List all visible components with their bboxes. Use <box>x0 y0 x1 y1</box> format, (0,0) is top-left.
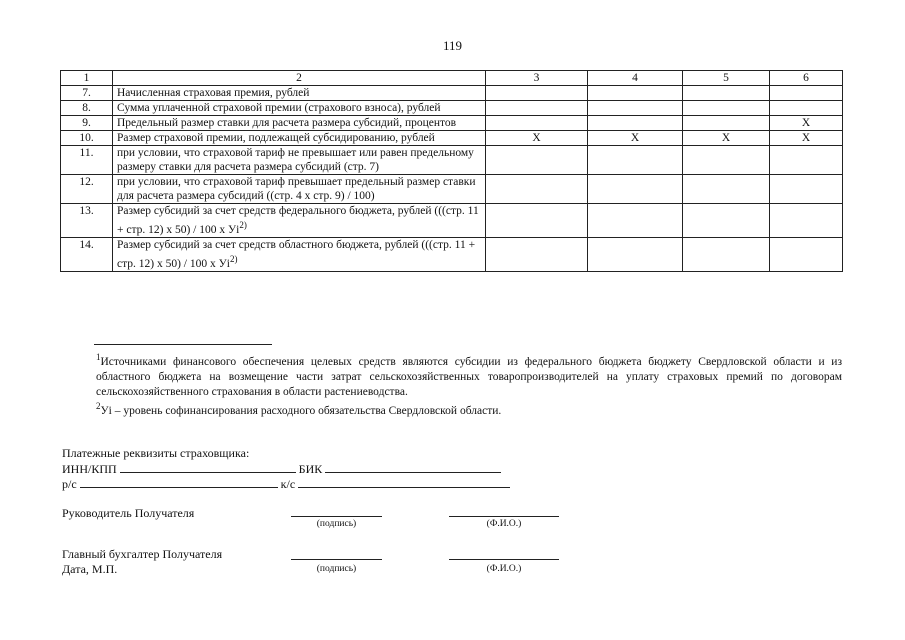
row-description <box>113 237 486 271</box>
date-label: Дата, М.П. <box>62 562 118 576</box>
fio-caption: (Ф.И.О.) <box>486 564 522 574</box>
value-cell[interactable]: X <box>588 131 683 146</box>
footnote-mark: 1 <box>96 352 101 362</box>
value-cell[interactable] <box>486 86 588 101</box>
row-number: 9. <box>61 116 113 131</box>
footnote-separator <box>94 344 272 345</box>
footnote-text: Источниками финансового обеспечения целевых средств являются субсидии из федерального бюджета бюджету Свердловской области и из областного бюджета на возмещение части затрат сельскохозяйственных товаропроизводителей на уплату страховых премий по договорам сельскохозяйственного страхования в области растениеводства. <box>96 355 842 398</box>
accountant-label: Главный бухгалтер Получателя <box>62 547 223 561</box>
value-cell[interactable] <box>588 237 683 271</box>
table-row <box>61 204 843 238</box>
fio-caption: (Ф.И.О.) <box>486 519 522 529</box>
footnote-mark: 2 <box>96 401 101 411</box>
row-number: 12. <box>61 175 113 204</box>
footnote-1 <box>62 350 842 400</box>
table-header-row <box>61 71 843 86</box>
row-description <box>113 116 486 131</box>
table-row <box>61 237 843 271</box>
column-header: 3 <box>486 71 588 86</box>
row-text: при условии, что страховой тариф превышает предельный размер ставки для расчета размера субсидий ((стр. 4 х стр. 9) / 100) <box>117 176 476 202</box>
column-header: 4 <box>588 71 683 86</box>
table-row <box>61 101 843 116</box>
table-row <box>61 116 843 131</box>
row-number: 14. <box>61 237 113 271</box>
value-cell[interactable] <box>588 101 683 116</box>
value-cell[interactable] <box>588 204 683 238</box>
requisites-title: Платежные реквизиты страховщика: <box>62 446 250 460</box>
rs-label: р/с <box>62 477 77 491</box>
row-description <box>113 204 486 238</box>
page-number: 119 <box>442 38 463 53</box>
value-cell[interactable]: X <box>770 131 843 146</box>
row-text: Предельный размер ставки для расчета размера субсидий, процентов <box>117 117 457 129</box>
value-cell[interactable] <box>683 101 770 116</box>
value-cell[interactable] <box>683 146 770 175</box>
inn-bik-line <box>62 461 501 477</box>
value-cell[interactable] <box>486 146 588 175</box>
table-row <box>61 86 843 101</box>
rs-ks-line <box>62 476 510 492</box>
row-footnote-ref: 2) <box>229 253 238 264</box>
row-text: Размер страховой премии, подлежащей субсидированию, рублей <box>117 132 435 144</box>
row-number: 13. <box>61 204 113 238</box>
value-cell[interactable] <box>486 175 588 204</box>
value-cell[interactable] <box>486 237 588 271</box>
row-number: 8. <box>61 101 113 116</box>
value-cell[interactable] <box>588 86 683 101</box>
value-cell[interactable]: X <box>486 131 588 146</box>
accountant-signature-line[interactable] <box>291 559 382 560</box>
column-header: 2 <box>113 71 486 86</box>
signature-caption: (подпись) <box>316 564 357 574</box>
value-cell[interactable] <box>588 175 683 204</box>
table-row <box>61 175 843 204</box>
table-row <box>61 146 843 175</box>
head-fio-line[interactable] <box>449 516 559 517</box>
subsidy-table <box>60 70 843 272</box>
value-cell[interactable] <box>683 86 770 101</box>
signature-caption: (подпись) <box>316 519 357 529</box>
value-cell[interactable] <box>588 116 683 131</box>
row-text: Начисленная страховая премия, рублей <box>117 87 310 99</box>
value-cell[interactable] <box>486 116 588 131</box>
column-header: 1 <box>61 71 113 86</box>
value-cell[interactable] <box>770 204 843 238</box>
row-number: 10. <box>61 131 113 146</box>
accountant-fio-line[interactable] <box>449 559 559 560</box>
value-cell[interactable]: X <box>770 116 843 131</box>
row-description <box>113 175 486 204</box>
value-cell[interactable] <box>588 146 683 175</box>
value-cell[interactable] <box>683 175 770 204</box>
value-cell[interactable] <box>486 101 588 116</box>
head-label: Руководитель Получателя <box>62 506 195 520</box>
row-text: при условии, что страховой тариф не превышает или равен предельному размеру ставки для расчета размера субсидий (стр. 7) <box>117 147 474 173</box>
ks-field[interactable] <box>298 476 510 488</box>
column-header: 5 <box>683 71 770 86</box>
row-text: Сумма уплаченной страховой премии (страхового взноса), рублей <box>117 102 441 114</box>
footnote-text: Уi – уровень софинансирования расходного обязательства Свердловской области. <box>100 404 502 417</box>
row-description <box>113 131 486 146</box>
ks-label: к/с <box>280 477 296 491</box>
value-cell[interactable]: X <box>683 131 770 146</box>
value-cell[interactable] <box>683 116 770 131</box>
table-row <box>61 131 843 146</box>
column-header: 6 <box>770 71 843 86</box>
head-signature-line[interactable] <box>291 516 382 517</box>
value-cell[interactable] <box>770 86 843 101</box>
value-cell[interactable] <box>683 237 770 271</box>
row-text: Размер субсидий за счет средств областного бюджета, рублей (((стр. 11 + стр. 12) х 50) / 100 х Уi <box>117 238 476 270</box>
value-cell[interactable] <box>770 101 843 116</box>
row-number: 11. <box>61 146 113 175</box>
row-description <box>113 86 486 101</box>
value-cell[interactable] <box>770 146 843 175</box>
rs-field[interactable] <box>80 476 278 488</box>
value-cell[interactable] <box>683 204 770 238</box>
row-number: 7. <box>61 86 113 101</box>
inn-label: ИНН/КПП <box>62 462 117 476</box>
bik-field[interactable] <box>325 461 501 473</box>
row-description <box>113 146 486 175</box>
value-cell[interactable] <box>770 175 843 204</box>
row-footnote-ref: 2) <box>239 220 247 230</box>
row-description <box>113 101 486 116</box>
bik-label: БИК <box>298 462 323 476</box>
value-cell[interactable] <box>770 237 843 271</box>
footnote-2 <box>62 399 842 419</box>
inn-field[interactable] <box>120 461 296 473</box>
value-cell[interactable] <box>486 204 588 238</box>
row-text: Размер субсидий за счет средств федерального бюджета, рублей (((стр. 11 + стр. 12) х 50) / 100 х Уi <box>117 205 479 236</box>
